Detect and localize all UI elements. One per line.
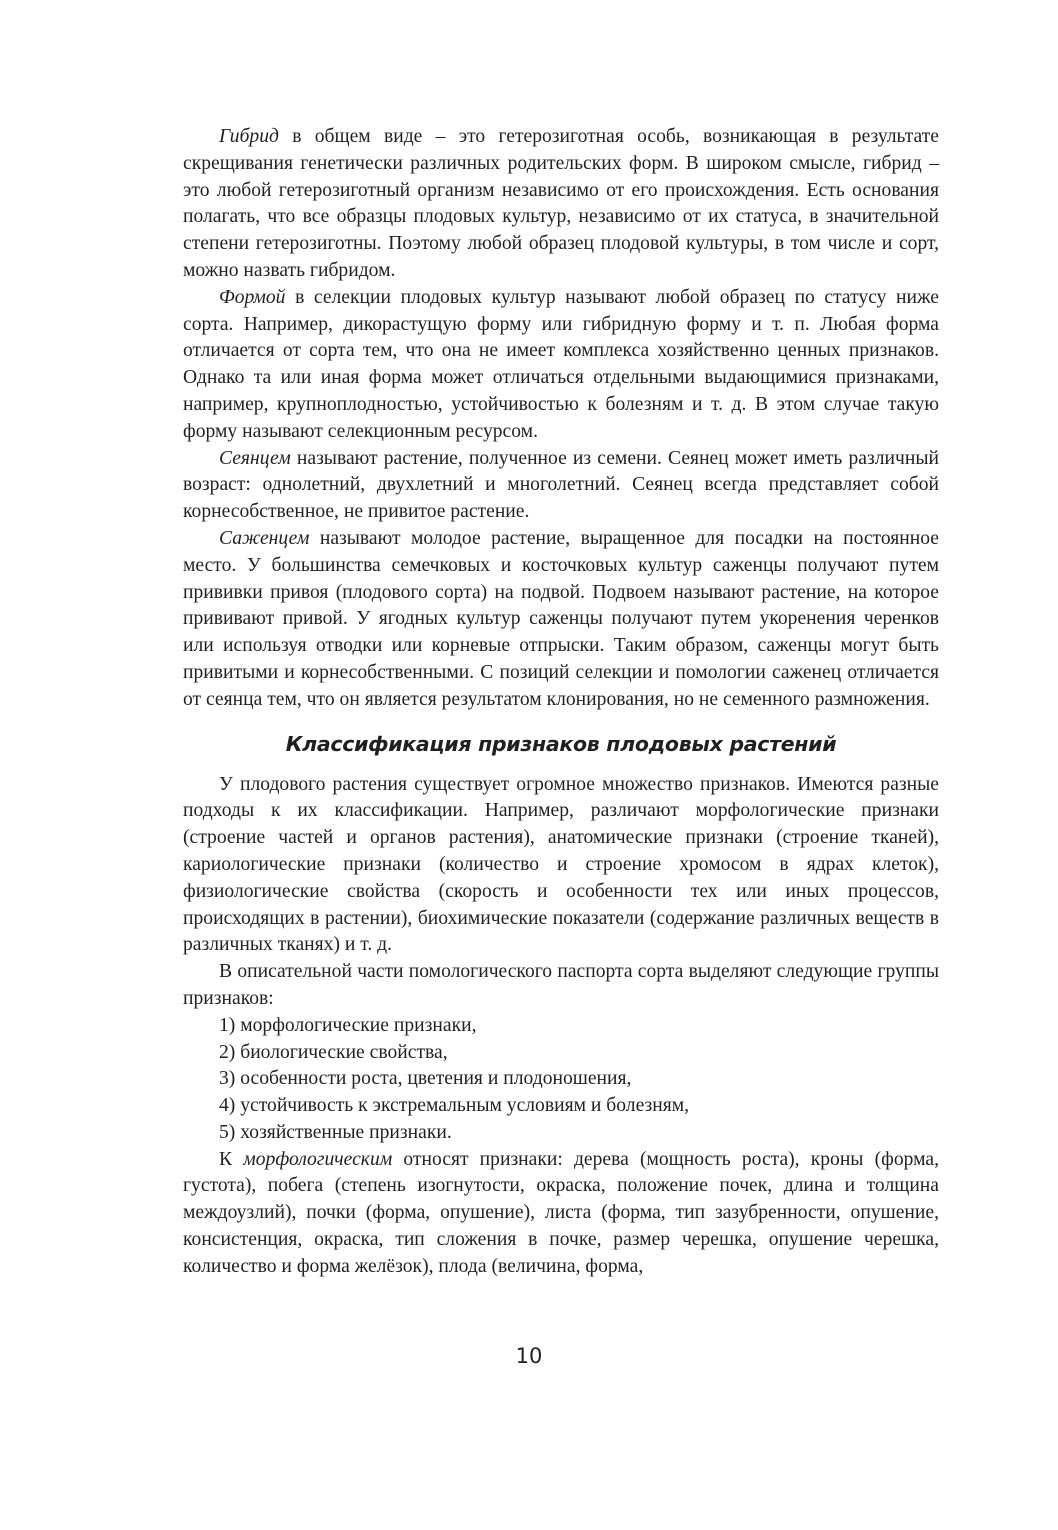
list-item: 1) морфологические признаки, <box>219 1014 477 1036</box>
paragraph-sapling <box>183 526 939 714</box>
term-seedling: Сеянцем <box>219 447 291 469</box>
paragraph-form-text: в селекции плодовых культур называют любой образец по статусу ниже сорта. Например, дикорастущую форму или гибридную форму и т. п. Любая форма отличается от сорта тем, что она не имеет комплекса хозяйственно ценных признаков. Однако та или иная форма может отличаться отдельными выдающимися признаками, например, крупноплодностью, устойчивостью к болезням и т. д. В этом случае такую форму называют селекционным ресурсом. <box>183 286 939 442</box>
term-hybrid: Гибрид <box>219 126 279 147</box>
list-item: 2) биологические свойства, <box>219 1041 448 1063</box>
paragraph-form <box>183 285 939 446</box>
paragraph-seedling-text: называют растение, полученное из семени. Сеянец может иметь различный возраст: однолетний, двухлетний и многолетний. Сеянец всегда представляет собой корнесобственное, не привитое растение. <box>183 447 939 523</box>
page-body <box>183 124 939 1281</box>
term-morphological: морфологическим <box>243 1148 393 1170</box>
paragraph-classification: У плодового растения существует огромное множество признаков. Имеются разные подходы к их классификации. Например, различают морфологические признаки (строение частей и органов растения), анатомические признаки (строение тканей), кариологические признаки (количество и строение хромосом в ядрах клеток), физиологические свойства (скорость и особенности тех или иных процессов, происходящих в растении), биохимические показатели (содержание различных веществ в различных тканях) и т. д. <box>183 773 939 956</box>
paragraph-passport-groups: В описательной части помологического паспорта сорта выделяют следующие группы признаков: <box>183 961 939 1009</box>
paragraph-sapling-text: называют молодое растение, выращенное для посадки на постоянное место. У большинства семечковых и косточковых культур саженцы получают путем прививки привоя (плодового сорта) на подвой. Подвоем называют растение, на которое прививают привой. У ягодных культур саженцы получают путем укоренения черенков или используя отводки или корневые отпрыски. Таким образом, саженцы могут быть привитыми и корнесобственными. С позиций селекции и помологии саженец отличается от сеянца тем, что он является результатом клонирования, но не семенного размножения. <box>183 527 939 710</box>
list-item: 4) устойчивость к экстремальным условиям и болезням, <box>219 1095 690 1117</box>
term-form: Формой <box>219 286 286 308</box>
list-item: 3) особенности роста, цветения и плодоношения, <box>219 1068 632 1090</box>
paragraph-morphological-text: относят признаки: дерева (мощность роста), кроны (форма, густота), побега (степень изогнутости, окраска, положение почек, длина и толщина междоузлий), почки (форма, опушение), листа (форма, тип зазубренности, опушение, консистенция, окраска, тип сложения в почке, размер черешка, опушение черешка, количество и форма желёзок), плода (величина, форма, <box>183 1148 939 1277</box>
page-number: 10 <box>515 1344 543 1368</box>
section-heading: Классификация признаков плодовых растений <box>285 731 837 756</box>
paragraph-hybrid <box>183 124 939 285</box>
list-item: 5) хозяйственные признаки. <box>219 1121 452 1143</box>
paragraph-seedling <box>183 446 939 526</box>
trait-groups-list <box>183 1013 939 1147</box>
paragraph-hybrid-text: в общем виде – это гетерозиготная особь, возникающая в результате скрещивания генетически различных родительских форм. В широком смысле, гибрид – это любой гетерозиготный организм независимо от его происхождения. Есть основания полагать, что все образцы плодовых культур, независимо от их статуса, в значительной степени гетерозиготны. Поэтому любой образец плодовой культуры, в том числе и сорт, можно назвать гибридом. <box>183 126 939 281</box>
paragraph-morphological-prefix: К <box>219 1148 244 1170</box>
term-sapling: Саженцем <box>219 527 310 549</box>
paragraph-morphological <box>183 1147 939 1281</box>
